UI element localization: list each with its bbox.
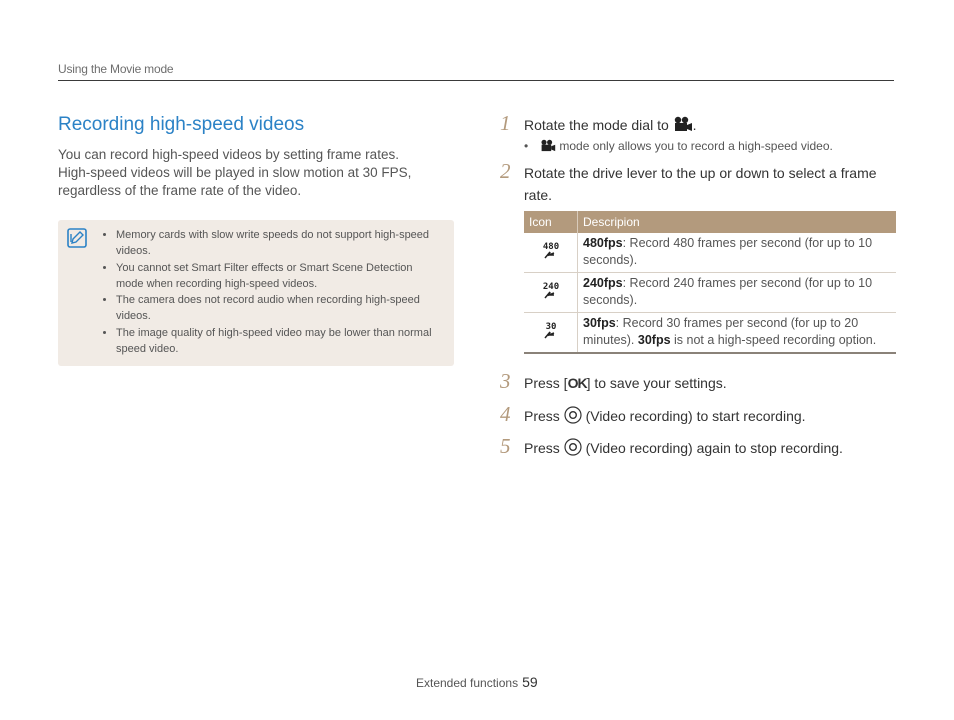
fps-label: 30fps [583, 316, 616, 330]
column-header: Icon [524, 211, 578, 233]
step-number: 5 [500, 434, 511, 458]
note-item: • You cannot set Smart Filter effects or Smart Scene Detection mode when recording high-speed videos. [116, 260, 442, 292]
frame-rate-table [524, 211, 896, 354]
hs-movie-mode-icon [540, 139, 556, 152]
page-title: Recording high-speed videos [58, 114, 305, 135]
note-item: • The camera does not record audio when recording high-speed videos. [116, 292, 442, 324]
table-cell [578, 273, 897, 313]
hs-movie-mode-icon [673, 116, 693, 132]
ok-button-icon: OK [567, 375, 587, 391]
fps-desc: : Record 30 frames per second (for up to 20 minutes). [583, 316, 859, 347]
step-2 [500, 159, 896, 354]
step-text: (Video recording) again to stop recording. [585, 440, 843, 456]
table-row [524, 313, 896, 354]
table-cell [578, 233, 897, 273]
intro-line: You can record high-speed videos by setting frame rates. [58, 147, 399, 162]
step-number: 2 [500, 159, 511, 183]
step-number: 1 [500, 111, 511, 135]
step-text: Rotate the mode dial to [524, 117, 669, 133]
fps-label: 480fps [583, 236, 623, 250]
note-item: • Memory cards with slow write speeds do not support high-speed videos. [116, 227, 442, 259]
left-column [58, 114, 454, 366]
step-text: Press [ [524, 375, 568, 391]
fps-240-icon [524, 273, 578, 313]
step-1-sub [524, 136, 896, 156]
pencil-note-icon [67, 228, 87, 248]
note-box [58, 220, 454, 366]
note-item: • The image quality of high-speed video may be lower than normal speed video. [116, 325, 442, 357]
fps-desc: : Record 480 frames per second (for up to 10 seconds). [583, 236, 873, 267]
svg-text:30: 30 [545, 321, 556, 332]
step-text: (Video recording) to start recording. [585, 408, 806, 424]
page-number: 59 [522, 674, 538, 690]
table-row [524, 273, 896, 313]
video-record-button-icon [564, 438, 582, 456]
table-row [524, 233, 896, 273]
fps-label: 30fps [637, 333, 671, 347]
step-text: Rotate the drive lever to the up or down to select a frame rate. [524, 165, 877, 203]
fps-30-icon [524, 313, 578, 354]
fps-label: 240fps [583, 276, 623, 290]
step-1 [500, 111, 896, 156]
step-text: Press [524, 408, 560, 424]
right-column [500, 111, 896, 459]
sub-text: mode only allows you to record a high-speed video. [559, 139, 833, 153]
table-cell [578, 313, 897, 354]
svg-text:480: 480 [542, 241, 559, 252]
video-record-button-icon [564, 406, 582, 424]
column-header: Descripion [578, 211, 897, 233]
note-list [100, 227, 442, 357]
sub-item [524, 136, 896, 156]
step-3 [500, 369, 896, 394]
step-number: 4 [500, 402, 511, 426]
intro-line: High-speed videos will be played in slow motion at 30 FPS, [58, 165, 412, 180]
step-text-end: . [692, 117, 697, 133]
running-header [58, 62, 894, 81]
fps-480-icon [524, 233, 578, 273]
footer-label: Extended functions [416, 676, 519, 690]
svg-text:240: 240 [542, 281, 559, 292]
page-footer [416, 674, 538, 690]
intro-line: regardless of the frame rate of the video. [58, 183, 302, 198]
step-5 [500, 434, 896, 459]
step-4 [500, 402, 896, 427]
step-number: 3 [500, 369, 511, 393]
table-header-row [524, 211, 896, 233]
step-text: Press [524, 440, 560, 456]
intro-text [58, 146, 454, 200]
fps-desc: is not a high-speed recording option. [670, 333, 877, 347]
step-text: ] to save your settings. [586, 375, 727, 391]
fps-desc: : Record 240 frames per second (for up to 10 seconds). [583, 276, 873, 307]
section-label: Using the Movie mode [58, 62, 174, 76]
